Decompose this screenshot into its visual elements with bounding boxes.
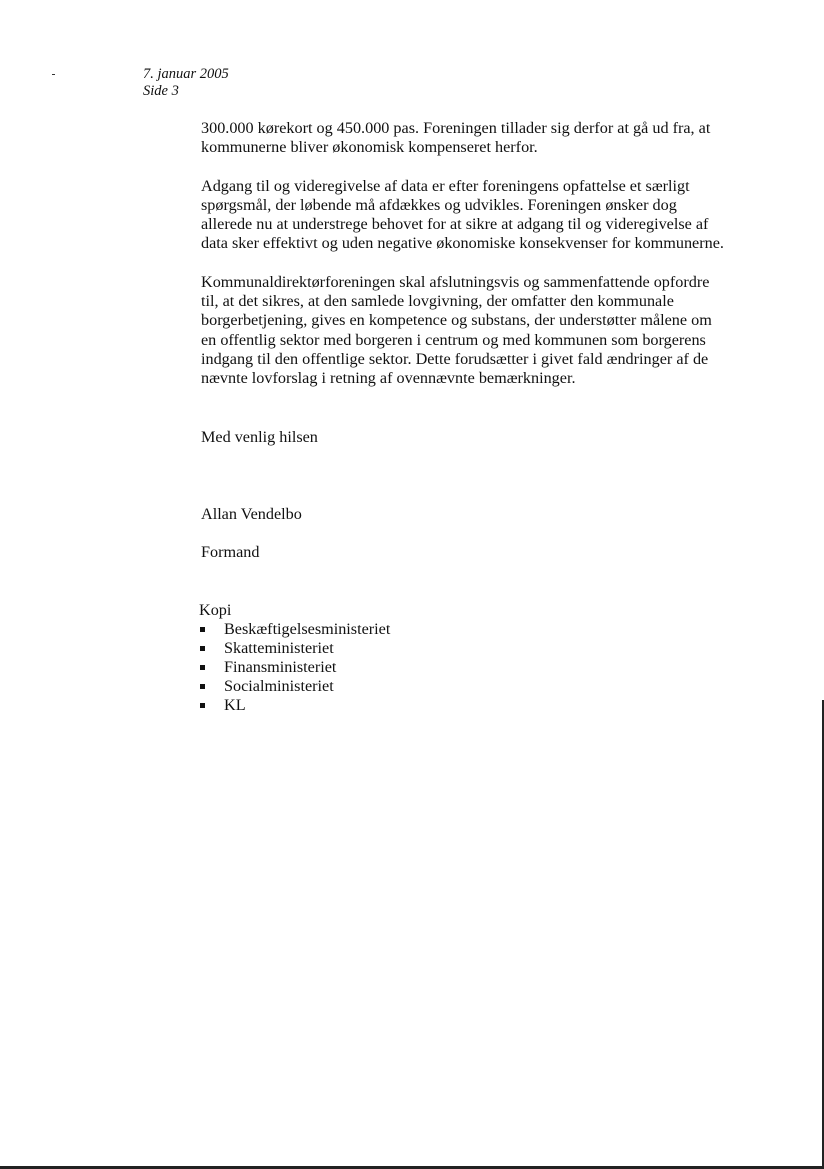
paragraph-line: Kommunaldirektørforeningen skal afslutningsvis og sammenfattende opfordre bbox=[201, 272, 710, 291]
recipient-label: Socialministeriet bbox=[224, 677, 334, 695]
header-page-number: Side 3 bbox=[143, 83, 179, 99]
list-item bbox=[199, 677, 390, 696]
paragraph-line: spørgsmål, der løbende må afdækkes og udvikles. Foreningen ønsker dog bbox=[201, 195, 677, 214]
paragraph-line: indgang til den offentlige sektor. Dette forudsætter i givet fald ændringer af de bbox=[201, 349, 709, 368]
square-bullet-icon bbox=[200, 684, 205, 689]
square-bullet-icon bbox=[200, 665, 205, 670]
signer-name: Allan Vendelbo bbox=[201, 505, 302, 523]
square-bullet-icon bbox=[200, 646, 205, 651]
paragraph-line: en offentlig sektor med borgeren i centrum og med kommunen som borgerens bbox=[201, 330, 706, 349]
recipient-label: KL bbox=[224, 696, 246, 714]
signer-title: Formand bbox=[201, 543, 260, 561]
scan-speck bbox=[52, 74, 55, 75]
page-header bbox=[143, 66, 229, 100]
closing-salutation: Med venlig hilsen bbox=[201, 428, 318, 446]
list-item bbox=[199, 658, 390, 677]
paragraph-line: 300.000 kørekort og 450.000 pas. Foreningen tillader sig derfor at gå ud fra, at bbox=[201, 119, 711, 137]
paragraph-line: borgerbetjening, gives en kompetence og substans, der understøtter målene om bbox=[201, 311, 712, 330]
paragraph-line: data sker effektivt og uden negative økonomiske konsekvenser for kommunerne. bbox=[201, 234, 724, 253]
copy-section bbox=[199, 601, 390, 715]
copy-heading: Kopi bbox=[199, 601, 232, 619]
list-item bbox=[199, 620, 390, 639]
recipient-label: Finansministeriet bbox=[224, 658, 337, 676]
header-date: 7. januar 2005 bbox=[143, 66, 229, 82]
letter-body bbox=[201, 119, 761, 408]
recipient-label: Skatteministeriet bbox=[224, 639, 334, 657]
list-item bbox=[199, 639, 390, 658]
paragraph-1 bbox=[201, 119, 761, 158]
square-bullet-icon bbox=[200, 703, 205, 708]
square-bullet-icon bbox=[200, 627, 205, 632]
paragraph-line: til, at det sikres, at den samlede lovgivning, der omfatter den kommunale bbox=[201, 292, 674, 311]
paragraph-2 bbox=[201, 177, 761, 254]
paragraph-3 bbox=[201, 273, 761, 389]
copy-recipient-list bbox=[199, 620, 390, 715]
paragraph-line: nævnte lovforslag i retning af ovennævnte bemærkninger. bbox=[201, 369, 576, 388]
paragraph-line: kommunerne bliver økonomisk kompenseret herfor. bbox=[201, 138, 538, 157]
list-item bbox=[199, 696, 390, 715]
recipient-label: Beskæftigelsesministeriet bbox=[224, 620, 391, 638]
paragraph-line: allerede nu at understrege behovet for at sikre at adgang til og videregivelse af bbox=[201, 215, 709, 234]
paragraph-line: Adgang til og videregivelse af data er efter foreningens opfattelse et særligt bbox=[201, 176, 690, 195]
